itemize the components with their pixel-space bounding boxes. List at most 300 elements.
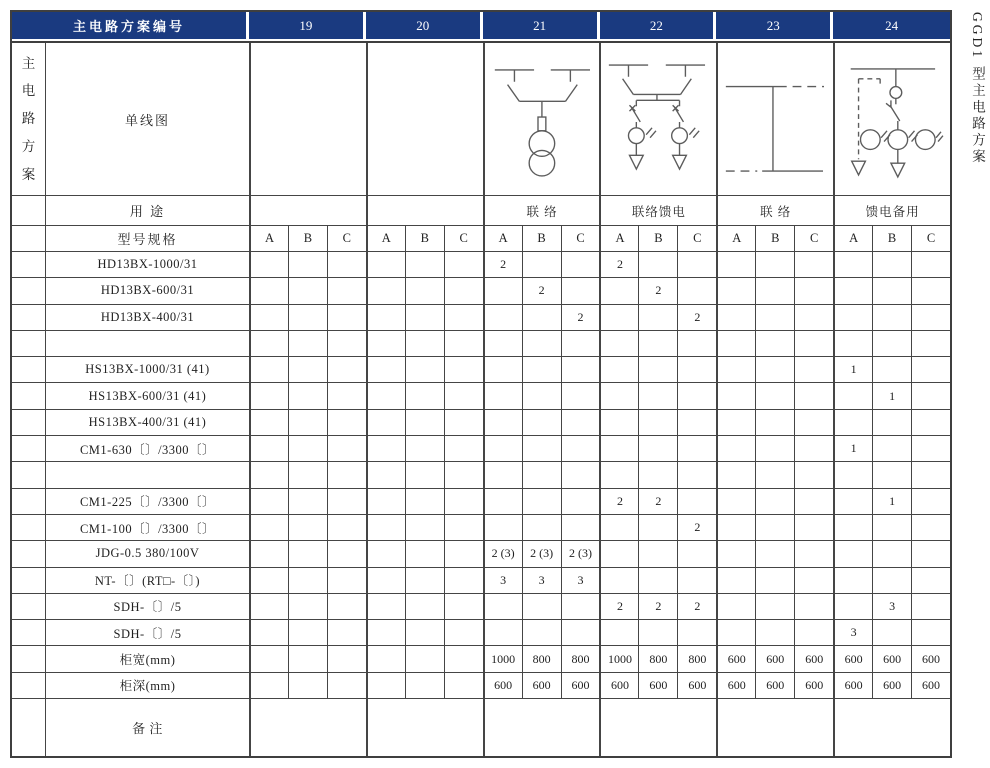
row-spacer bbox=[12, 593, 45, 619]
value-cell bbox=[833, 330, 872, 356]
value-cell bbox=[366, 409, 405, 435]
value-cell bbox=[288, 645, 327, 671]
spec-col-header: A bbox=[599, 225, 638, 251]
row-spacer bbox=[12, 567, 45, 593]
value-cell bbox=[794, 277, 833, 303]
value-cell bbox=[794, 619, 833, 645]
value-cell bbox=[522, 382, 561, 408]
usage-scheme-21: 联 络 bbox=[483, 195, 600, 225]
header-scheme-24: 24 bbox=[833, 12, 950, 39]
value-cell bbox=[833, 488, 872, 514]
value-cell bbox=[366, 461, 405, 487]
value-cell bbox=[249, 645, 288, 671]
value-cell bbox=[833, 540, 872, 566]
value-cell: 800 bbox=[677, 645, 716, 671]
value-cell bbox=[366, 382, 405, 408]
value-cell bbox=[794, 435, 833, 461]
value-cell bbox=[249, 277, 288, 303]
row-label: HD13BX-600/31 bbox=[45, 277, 249, 303]
value-cell bbox=[405, 330, 444, 356]
value-cell bbox=[755, 330, 794, 356]
value-cell bbox=[599, 304, 638, 330]
value-cell bbox=[911, 356, 950, 382]
value-cell bbox=[405, 461, 444, 487]
remarks-cell bbox=[599, 698, 716, 756]
value-cell bbox=[911, 461, 950, 487]
value-cell bbox=[522, 356, 561, 382]
row-spacer bbox=[12, 304, 45, 330]
value-cell bbox=[638, 382, 677, 408]
value-cell bbox=[522, 488, 561, 514]
value-cell bbox=[327, 488, 366, 514]
value-cell bbox=[327, 409, 366, 435]
value-cell bbox=[444, 488, 483, 514]
value-cell bbox=[483, 435, 522, 461]
row-spacer bbox=[12, 514, 45, 540]
value-cell bbox=[872, 540, 911, 566]
value-cell bbox=[405, 356, 444, 382]
single-line-diagram-23-icon bbox=[718, 43, 833, 195]
spec-col-header: A bbox=[833, 225, 872, 251]
row-spacer bbox=[12, 461, 45, 487]
value-cell bbox=[405, 409, 444, 435]
value-cell bbox=[755, 593, 794, 619]
row-label: HS13BX-1000/31 (41) bbox=[45, 356, 249, 382]
value-cell bbox=[677, 356, 716, 382]
value-cell bbox=[794, 409, 833, 435]
value-cell bbox=[561, 409, 600, 435]
value-cell bbox=[522, 514, 561, 540]
value-cell bbox=[872, 567, 911, 593]
value-cell bbox=[327, 382, 366, 408]
value-cell bbox=[872, 251, 911, 277]
value-cell: 2 (3) bbox=[522, 540, 561, 566]
value-cell bbox=[366, 356, 405, 382]
value-cell bbox=[405, 304, 444, 330]
row-label: SDH-〔〕/5 bbox=[45, 593, 249, 619]
row-spacer bbox=[12, 645, 45, 671]
usage-row-spacer bbox=[12, 195, 45, 225]
value-cell: 600 bbox=[833, 672, 872, 698]
value-cell bbox=[288, 304, 327, 330]
value-cell bbox=[872, 409, 911, 435]
value-cell bbox=[483, 409, 522, 435]
value-cell bbox=[366, 330, 405, 356]
value-cell bbox=[716, 277, 755, 303]
table-body bbox=[12, 41, 950, 756]
value-cell bbox=[677, 409, 716, 435]
value-cell bbox=[288, 514, 327, 540]
value-cell bbox=[755, 382, 794, 408]
value-cell: 600 bbox=[716, 672, 755, 698]
header-scheme-19: 19 bbox=[249, 12, 366, 39]
value-cell bbox=[444, 382, 483, 408]
value-cell bbox=[288, 567, 327, 593]
spec-col-header: B bbox=[405, 225, 444, 251]
value-cell bbox=[327, 645, 366, 671]
value-cell: 2 bbox=[677, 514, 716, 540]
remarks-cell bbox=[366, 698, 483, 756]
value-cell bbox=[483, 382, 522, 408]
value-cell: 600 bbox=[561, 672, 600, 698]
value-cell bbox=[599, 409, 638, 435]
left-vertical-caption bbox=[12, 43, 45, 195]
remarks-cell bbox=[833, 698, 950, 756]
row-label: JDG-0.5 380/100V bbox=[45, 540, 249, 566]
value-cell bbox=[249, 304, 288, 330]
value-cell bbox=[288, 619, 327, 645]
value-cell bbox=[249, 567, 288, 593]
value-cell bbox=[911, 435, 950, 461]
header-scheme-21: 21 bbox=[483, 12, 600, 39]
value-cell: 800 bbox=[522, 645, 561, 671]
value-cell bbox=[677, 330, 716, 356]
value-cell bbox=[444, 672, 483, 698]
value-cell bbox=[483, 619, 522, 645]
row-label: HS13BX-400/31 (41) bbox=[45, 409, 249, 435]
value-cell: 2 bbox=[522, 277, 561, 303]
value-cell bbox=[327, 593, 366, 619]
value-cell bbox=[444, 461, 483, 487]
diagram-scheme-23 bbox=[716, 43, 833, 195]
row-spacer bbox=[12, 382, 45, 408]
value-cell bbox=[794, 567, 833, 593]
value-cell bbox=[794, 382, 833, 408]
value-cell bbox=[911, 251, 950, 277]
value-cell: 3 bbox=[522, 567, 561, 593]
row-spacer bbox=[12, 330, 45, 356]
value-cell: 1000 bbox=[483, 645, 522, 671]
value-cell bbox=[677, 488, 716, 514]
value-cell bbox=[794, 514, 833, 540]
value-cell bbox=[249, 251, 288, 277]
value-cell: 3 bbox=[483, 567, 522, 593]
value-cell bbox=[327, 304, 366, 330]
value-cell bbox=[599, 461, 638, 487]
value-cell bbox=[833, 593, 872, 619]
value-cell bbox=[405, 382, 444, 408]
value-cell bbox=[716, 514, 755, 540]
spec-header-spacer bbox=[12, 225, 45, 251]
value-cell bbox=[288, 356, 327, 382]
value-cell: 600 bbox=[522, 672, 561, 698]
value-cell bbox=[522, 461, 561, 487]
value-cell: 2 bbox=[599, 251, 638, 277]
value-cell bbox=[483, 277, 522, 303]
left-vertical-caption-text: 主电路方案 bbox=[21, 55, 36, 182]
value-cell bbox=[794, 540, 833, 566]
value-cell bbox=[249, 435, 288, 461]
value-cell bbox=[911, 619, 950, 645]
value-cell bbox=[755, 567, 794, 593]
row-label: 柜深(mm) bbox=[45, 672, 249, 698]
value-cell bbox=[911, 567, 950, 593]
value-cell bbox=[911, 593, 950, 619]
row-label bbox=[45, 461, 249, 487]
diagram-scheme-21 bbox=[483, 43, 600, 195]
value-cell bbox=[599, 567, 638, 593]
spec-col-header: B bbox=[638, 225, 677, 251]
value-cell: 600 bbox=[716, 645, 755, 671]
row-spacer bbox=[12, 672, 45, 698]
value-cell bbox=[249, 409, 288, 435]
spec-col-header: C bbox=[794, 225, 833, 251]
row-spacer bbox=[12, 409, 45, 435]
value-cell bbox=[483, 488, 522, 514]
value-cell bbox=[872, 435, 911, 461]
value-cell bbox=[444, 435, 483, 461]
value-cell bbox=[677, 540, 716, 566]
value-cell bbox=[755, 540, 794, 566]
spec-col-header: A bbox=[483, 225, 522, 251]
value-cell: 2 bbox=[599, 593, 638, 619]
usage-row-label: 用 途 bbox=[45, 195, 249, 225]
header-scheme-22: 22 bbox=[600, 12, 717, 39]
value-cell bbox=[716, 330, 755, 356]
value-cell bbox=[561, 330, 600, 356]
value-cell bbox=[794, 488, 833, 514]
value-cell bbox=[483, 593, 522, 619]
value-cell bbox=[366, 593, 405, 619]
value-cell bbox=[872, 619, 911, 645]
value-cell bbox=[405, 645, 444, 671]
value-cell bbox=[755, 461, 794, 487]
value-cell: 600 bbox=[872, 645, 911, 671]
spec-col-header: B bbox=[522, 225, 561, 251]
value-cell bbox=[405, 567, 444, 593]
value-cell: 2 bbox=[638, 488, 677, 514]
value-cell bbox=[716, 540, 755, 566]
value-cell bbox=[638, 435, 677, 461]
value-cell bbox=[716, 593, 755, 619]
row-label: CM1-225〔〕/3300〔〕 bbox=[45, 488, 249, 514]
value-cell bbox=[561, 435, 600, 461]
spec-col-header: B bbox=[872, 225, 911, 251]
remarks-spacer bbox=[12, 698, 45, 756]
remarks-cell bbox=[249, 698, 366, 756]
value-cell bbox=[444, 356, 483, 382]
spec-col-header: C bbox=[327, 225, 366, 251]
value-cell bbox=[638, 356, 677, 382]
value-cell bbox=[444, 409, 483, 435]
value-cell: 1 bbox=[872, 488, 911, 514]
value-cell bbox=[522, 435, 561, 461]
spec-header-label: 型号规格 bbox=[45, 225, 249, 251]
value-cell bbox=[288, 488, 327, 514]
value-cell bbox=[405, 593, 444, 619]
value-cell bbox=[405, 277, 444, 303]
spec-col-header: C bbox=[677, 225, 716, 251]
diagram-scheme-20 bbox=[366, 43, 483, 195]
value-cell bbox=[444, 330, 483, 356]
value-cell bbox=[327, 461, 366, 487]
value-cell bbox=[366, 251, 405, 277]
value-cell bbox=[755, 514, 794, 540]
value-cell: 1 bbox=[833, 356, 872, 382]
value-cell bbox=[716, 304, 755, 330]
value-cell bbox=[405, 619, 444, 645]
value-cell bbox=[249, 540, 288, 566]
row-label: SDH-〔〕/5 bbox=[45, 619, 249, 645]
value-cell bbox=[249, 672, 288, 698]
value-cell bbox=[677, 461, 716, 487]
row-label: 柜宽(mm) bbox=[45, 645, 249, 671]
value-cell bbox=[794, 356, 833, 382]
value-cell bbox=[755, 488, 794, 514]
value-cell bbox=[444, 277, 483, 303]
value-cell: 1000 bbox=[599, 645, 638, 671]
value-cell bbox=[249, 356, 288, 382]
value-cell bbox=[288, 409, 327, 435]
value-cell bbox=[288, 382, 327, 408]
value-cell bbox=[483, 356, 522, 382]
value-cell bbox=[716, 356, 755, 382]
row-label: CM1-100〔〕/3300〔〕 bbox=[45, 514, 249, 540]
row-label: HS13BX-600/31 (41) bbox=[45, 382, 249, 408]
value-cell bbox=[366, 619, 405, 645]
value-cell bbox=[405, 251, 444, 277]
value-cell bbox=[522, 409, 561, 435]
value-cell bbox=[872, 461, 911, 487]
value-cell bbox=[288, 461, 327, 487]
value-cell bbox=[599, 514, 638, 540]
value-cell bbox=[561, 356, 600, 382]
value-cell: 800 bbox=[561, 645, 600, 671]
value-cell bbox=[327, 251, 366, 277]
remarks-cell bbox=[716, 698, 833, 756]
value-cell: 600 bbox=[483, 672, 522, 698]
value-cell bbox=[833, 277, 872, 303]
value-cell bbox=[755, 304, 794, 330]
value-cell bbox=[249, 382, 288, 408]
value-cell bbox=[911, 304, 950, 330]
row-spacer bbox=[12, 435, 45, 461]
value-cell bbox=[755, 409, 794, 435]
value-cell bbox=[327, 567, 366, 593]
row-label: CM1-630〔〕/3300〔〕 bbox=[45, 435, 249, 461]
spec-col-header: A bbox=[716, 225, 755, 251]
value-cell bbox=[483, 514, 522, 540]
value-cell bbox=[405, 514, 444, 540]
value-cell bbox=[911, 488, 950, 514]
value-cell bbox=[638, 251, 677, 277]
value-cell bbox=[638, 304, 677, 330]
value-cell bbox=[288, 540, 327, 566]
value-cell: 600 bbox=[911, 645, 950, 671]
remarks-cell bbox=[483, 698, 600, 756]
value-cell bbox=[599, 330, 638, 356]
value-cell bbox=[561, 619, 600, 645]
value-cell: 600 bbox=[872, 672, 911, 698]
value-cell bbox=[288, 435, 327, 461]
value-cell bbox=[833, 382, 872, 408]
value-cell bbox=[366, 488, 405, 514]
value-cell bbox=[872, 330, 911, 356]
spec-col-header: C bbox=[911, 225, 950, 251]
value-cell: 800 bbox=[638, 645, 677, 671]
value-cell bbox=[561, 277, 600, 303]
value-cell: 2 (3) bbox=[561, 540, 600, 566]
value-cell bbox=[405, 488, 444, 514]
value-cell bbox=[444, 540, 483, 566]
row-label: HD13BX-400/31 bbox=[45, 304, 249, 330]
usage-scheme-22: 联络馈电 bbox=[599, 195, 716, 225]
value-cell bbox=[327, 330, 366, 356]
value-cell: 600 bbox=[755, 672, 794, 698]
value-cell bbox=[599, 382, 638, 408]
value-cell: 3 bbox=[872, 593, 911, 619]
value-cell bbox=[366, 567, 405, 593]
value-cell bbox=[483, 330, 522, 356]
value-cell bbox=[833, 514, 872, 540]
value-cell bbox=[405, 435, 444, 461]
value-cell bbox=[444, 645, 483, 671]
value-cell: 2 bbox=[677, 593, 716, 619]
value-cell bbox=[366, 645, 405, 671]
value-cell bbox=[288, 672, 327, 698]
value-cell bbox=[522, 330, 561, 356]
value-cell bbox=[561, 514, 600, 540]
value-cell bbox=[872, 356, 911, 382]
value-cell bbox=[288, 277, 327, 303]
single-line-diagram-24-icon bbox=[835, 43, 950, 195]
usage-scheme-23: 联 络 bbox=[716, 195, 833, 225]
value-cell bbox=[522, 251, 561, 277]
value-cell bbox=[366, 540, 405, 566]
value-cell bbox=[677, 251, 716, 277]
value-cell bbox=[833, 461, 872, 487]
value-cell bbox=[249, 593, 288, 619]
value-cell bbox=[249, 330, 288, 356]
value-cell bbox=[249, 461, 288, 487]
value-cell bbox=[599, 619, 638, 645]
value-cell bbox=[444, 567, 483, 593]
value-cell bbox=[561, 593, 600, 619]
value-cell bbox=[522, 619, 561, 645]
value-cell bbox=[288, 330, 327, 356]
usage-scheme-19 bbox=[249, 195, 366, 225]
value-cell bbox=[677, 619, 716, 645]
value-cell bbox=[366, 304, 405, 330]
row-spacer bbox=[12, 540, 45, 566]
value-cell: 2 bbox=[483, 251, 522, 277]
value-cell bbox=[872, 304, 911, 330]
value-cell bbox=[716, 488, 755, 514]
value-cell bbox=[599, 277, 638, 303]
value-cell bbox=[638, 567, 677, 593]
spec-col-header: C bbox=[444, 225, 483, 251]
value-cell bbox=[483, 461, 522, 487]
row-spacer bbox=[12, 488, 45, 514]
value-cell bbox=[522, 304, 561, 330]
row-label bbox=[45, 330, 249, 356]
value-cell: 600 bbox=[794, 672, 833, 698]
value-cell: 2 bbox=[638, 277, 677, 303]
value-cell bbox=[561, 461, 600, 487]
value-cell: 600 bbox=[638, 672, 677, 698]
value-cell bbox=[249, 619, 288, 645]
value-cell: 1 bbox=[833, 435, 872, 461]
value-cell bbox=[561, 382, 600, 408]
value-cell: 600 bbox=[599, 672, 638, 698]
value-cell bbox=[677, 382, 716, 408]
value-cell bbox=[716, 251, 755, 277]
value-cell bbox=[755, 277, 794, 303]
value-cell bbox=[327, 435, 366, 461]
value-cell bbox=[483, 304, 522, 330]
value-cell bbox=[561, 251, 600, 277]
value-cell: 600 bbox=[794, 645, 833, 671]
